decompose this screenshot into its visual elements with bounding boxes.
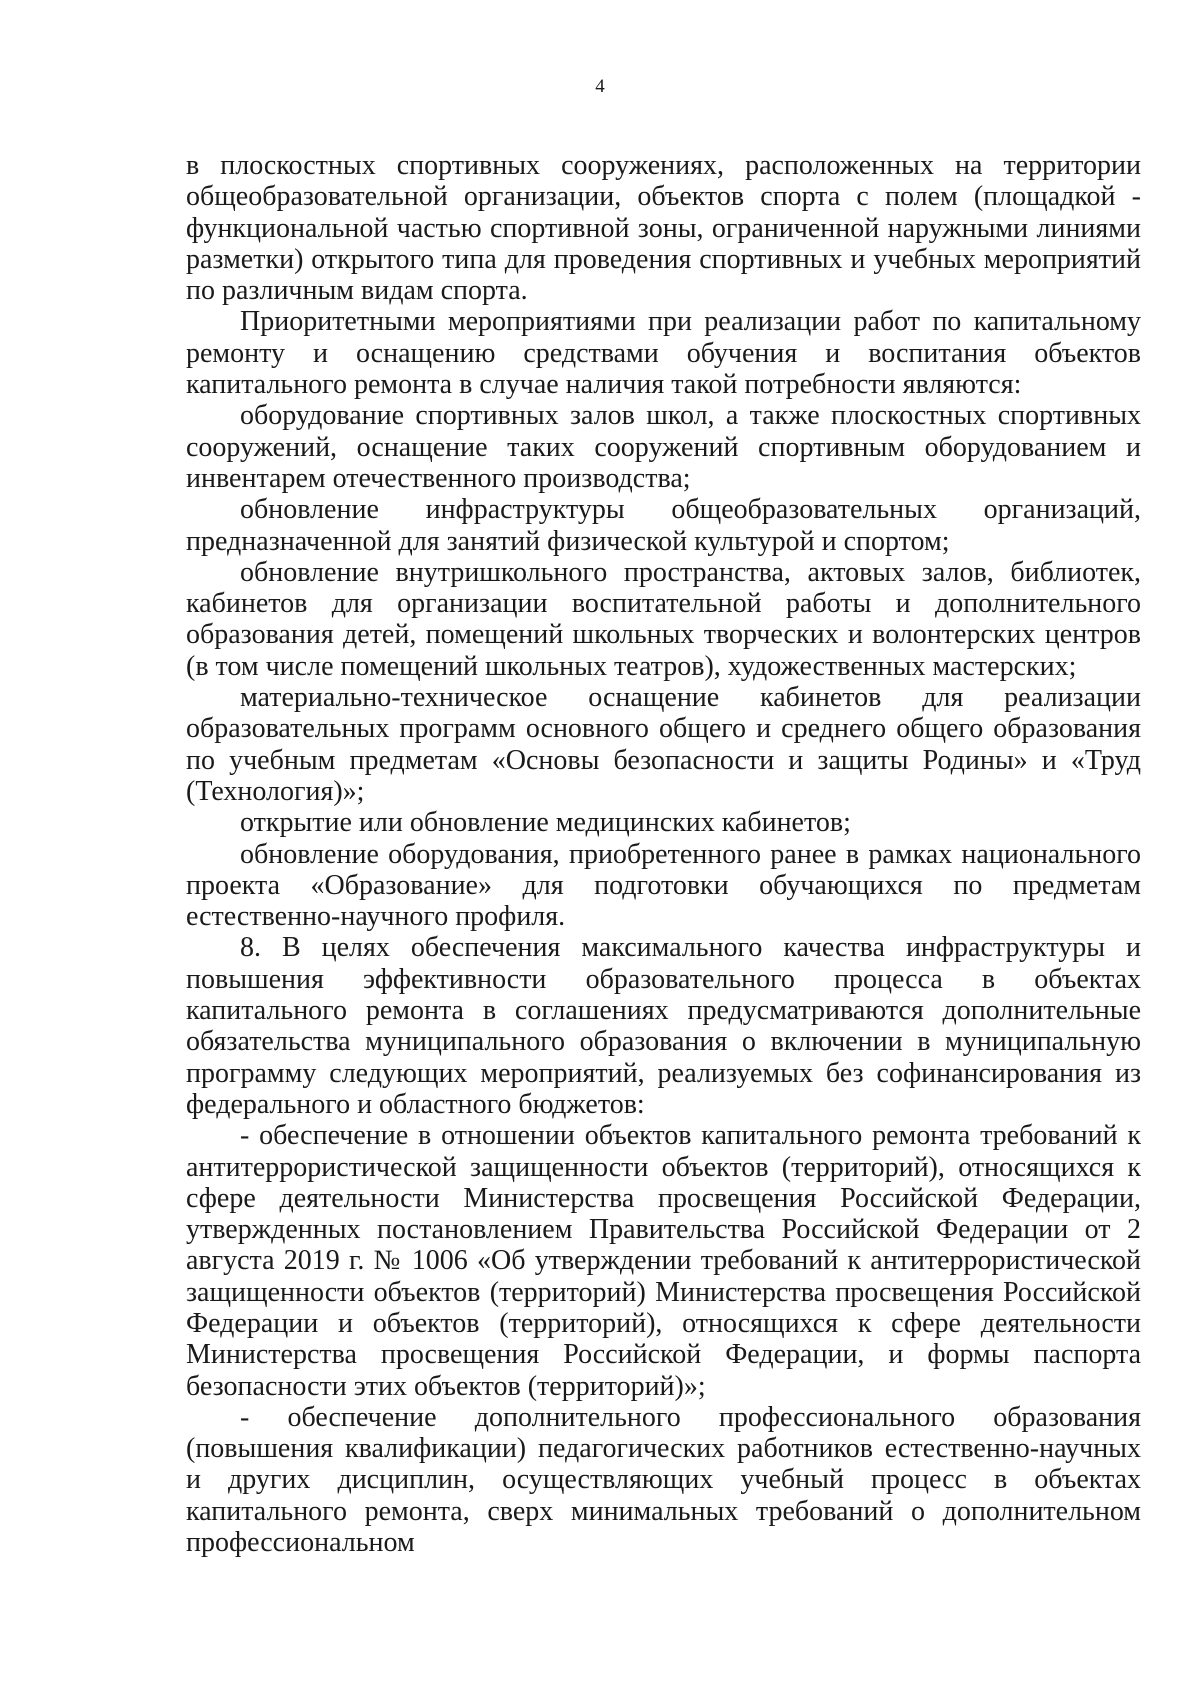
paragraph: - обеспечение дополнительного профессионального образования (повышения квалификации) педагогических работников естественно-научных и других дисциплин, осуществляющих учебный процесс в объектах капитального ремонта, сверх минимальных требований о дополнительном профессиональном — [186, 1401, 1141, 1559]
paragraph: материально-техническое оснащение кабинетов для реализации образовательных программ основного общего и среднего общего образования по учебным предметам «Основы безопасности и защиты Родины» и «Труд (Технология)»; — [186, 682, 1141, 807]
paragraph: 8. В целях обеспечения максимального качества инфраструктуры и повышения эффективности образовательного процесса в объектах капитального ремонта в соглашениях предусматриваются дополнительные обязательства муниципального образования о включении в муниципальную программу следующих мероприятий, реализуемых без софинансирования из федерального и областного бюджетов: — [186, 932, 1141, 1120]
paragraph: открытие или обновление медицинских кабинетов; — [240, 807, 851, 839]
document-body — [186, 150, 1141, 1558]
paragraph: в плоскостных спортивных сооружениях, расположенных на территории общеобразовательной организации, объектов спорта с полем (площадкой - функциональной частью спортивной зоны, ограниченной наружными линиями разметки) открытого типа для проведения спортивных и учебных мероприятий по различным видам спорта. — [186, 150, 1141, 307]
paragraph: оборудование спортивных залов школ, а также плоскостных спортивных сооружений, оснащение таких сооружений спортивным оборудованием и инвентарем отечественного производства; — [186, 400, 1141, 494]
paragraph: обновление инфраструктуры общеобразовательных организаций, предназначенной для занятий физической культурой и спортом; — [186, 494, 1141, 557]
paragraph: - обеспечение в отношении объектов капитального ремонта требований к антитеррористической защищенности объектов (территорий), относящихся к сфере деятельности Министерства просвещения Российской Федерации, утвержденных постановлением Правительства Российской Федерации от 2 августа 2019 г. № 1006 «Об утверждении требований к антитеррористической защищенности объектов (территорий) Министерства просвещения Российской Федерации и объектов (территорий), относящихся к сфере деятельности Министерства просвещения Российской Федерации, и формы паспорта безопасности этих объектов (территорий)»; — [186, 1120, 1141, 1402]
paragraph: Приоритетными мероприятиями при реализации работ по капитальному ремонту и оснащению средствами обучения и воспитания объектов капитального ремонта в случае наличия такой потребности являются: — [186, 306, 1141, 401]
paragraph: обновление внутришкольного пространства, актовых залов, библиотек, кабинетов для организации воспитательной работы и дополнительного образования детей, помещений школьных творческих и волонтерских центров (в том числе помещений школьных театров), художественных мастерских; — [186, 556, 1141, 682]
paragraph: обновление оборудования, приобретенного ранее в рамках национального проекта «Образование» для подготовки обучающихся по предметам естественно-научного профиля. — [186, 838, 1141, 933]
page-number: 4 — [595, 76, 605, 97]
